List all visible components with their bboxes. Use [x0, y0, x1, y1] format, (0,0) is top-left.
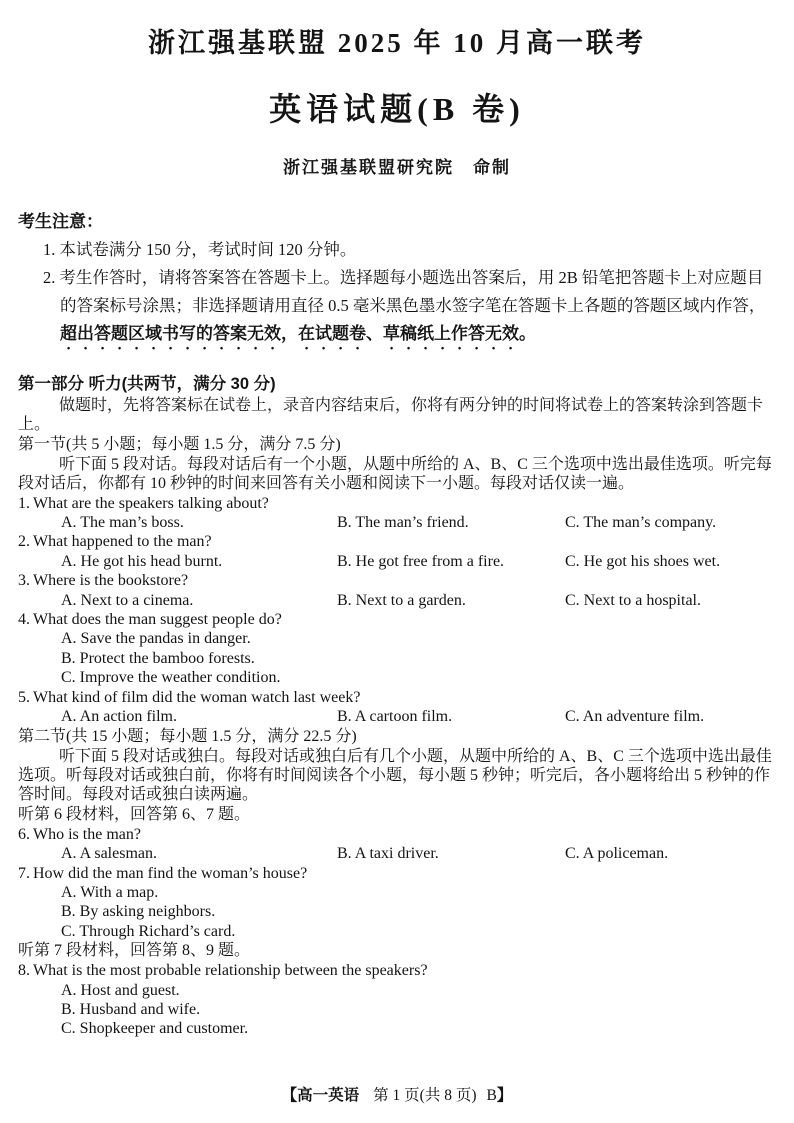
section1-heading: 第一节(共 5 小题；每小题 1.5 分，满分 7.5 分): [18, 435, 341, 453]
footer-subject: 【高一英语: [281, 1087, 360, 1104]
notice-heading: 考生注意：: [18, 212, 103, 231]
option-a: A. With a map.: [61, 883, 159, 901]
option-c: C. Improve the weather condition.: [61, 669, 281, 687]
notice-item-number: 2.: [43, 268, 56, 287]
option-c: C. The man’s company.: [565, 514, 717, 532]
question-text: Where is the bookstore?: [33, 572, 189, 590]
question-number: 5.: [18, 688, 30, 706]
question-text: What kind of film did the woman watch last week?: [33, 688, 361, 706]
question-options: [61, 707, 776, 726]
footer-page-info: 第 1 页(共 8 页): [373, 1087, 477, 1104]
question-text: How did the man find the woman’s house?: [33, 864, 308, 882]
option-a: A. A salesman.: [61, 845, 157, 863]
notice-emphasis-text: 超出答题区域书写的答案无效，在试题卷、草稿纸上作答无效。: [60, 324, 536, 343]
question-number: 7.: [18, 864, 30, 882]
question-number: 8.: [18, 962, 30, 980]
question-3: [18, 571, 776, 610]
option-c: C. An adventure film.: [565, 708, 705, 726]
option-a: A. The man’s boss.: [61, 514, 184, 532]
question-2: [18, 532, 776, 571]
question-number: 4.: [18, 611, 30, 629]
page-footer: [0, 1087, 794, 1105]
option-c: C. Through Richard’s card.: [61, 922, 236, 940]
option-b: B. Husband and wife.: [61, 1000, 201, 1018]
question-options: [61, 844, 776, 863]
question-stem: [18, 825, 776, 844]
exam-subtitle: 英语试题(B 卷): [269, 91, 525, 127]
option-b: B. A cartoon film.: [337, 708, 453, 726]
option-a: A. Host and guest.: [61, 981, 180, 999]
notice-item-text: 本试卷满分 150 分，考试时间 120 分钟。: [59, 240, 357, 259]
exam-title: 浙江强基联盟 2025 年 10 月高一联考: [148, 28, 646, 58]
option-c: C. He got his shoes wet.: [565, 552, 721, 570]
question-stem: [18, 961, 776, 980]
question-4: [18, 610, 776, 688]
option-a: A. Next to a cinema.: [61, 591, 194, 609]
question-options: [18, 629, 776, 687]
question-text: What happened to the man?: [33, 533, 212, 551]
notice-item-1: [18, 236, 776, 264]
option-b: B. Protect the bamboo forests.: [61, 649, 255, 667]
part1-intro: 做题时，先将答案标在试卷上，录音内容结束后，你将有两分钟的时间将试卷上的答案转涂到答题卡上。: [18, 397, 764, 434]
option-b: B. By asking neighbors.: [61, 903, 216, 921]
question-options: [18, 981, 776, 1039]
question-stem: [18, 610, 776, 629]
part1-heading: 第一部分 听力(共两节，满分 30 分): [18, 375, 276, 393]
listening-part: [18, 373, 776, 1039]
question-5: [18, 688, 776, 727]
option-b: B. He got free from a fire.: [337, 552, 505, 570]
candidate-notice: [18, 208, 776, 353]
question-number: 1.: [18, 494, 30, 512]
question-options: [61, 591, 776, 610]
question-stem: [18, 571, 776, 590]
section1-intro: 听下面 5 段对话。每段对话后有一个小题，从题中所给的 A、B、C 三个选项中选出最佳选项。听完每段对话后，你都有 10 秒钟的时间来回答有关小题和阅读下一小题。每段对话仅读一遍。: [18, 455, 772, 493]
question-7: [18, 864, 776, 942]
question-text: What is the most probable relationship between the speakers?: [33, 962, 428, 980]
option-a: A. Save the pandas in danger.: [61, 630, 251, 648]
question-number: 3.: [18, 572, 30, 590]
footer-paper-code: B: [486, 1087, 497, 1104]
question-stem: [18, 532, 776, 551]
question-number: 2.: [18, 533, 30, 551]
question-options: [61, 513, 776, 532]
option-c: C. Shopkeeper and customer.: [61, 1020, 249, 1038]
question-text: What does the man suggest people do?: [33, 611, 282, 629]
question-stem: [18, 864, 776, 883]
question-number: 6.: [18, 825, 30, 843]
option-b: B. The man’s friend.: [337, 514, 469, 532]
option-a: A. An action film.: [61, 708, 177, 726]
option-b: B. A taxi driver.: [337, 845, 439, 863]
section2-intro: 听下面 5 段对话或独白。每段对话或独白后有几个小题，从题中所给的 A、B、C 三个选项中选出最佳选项。听每段对话或独白前，你将有时间阅读各个小题，每小题 5 秒钟；听完后，各小题将给出 5 秒钟的作答时间。每段对话或独白读两遍。: [18, 747, 772, 804]
exam-issuer: 浙江强基联盟研究院 命制: [283, 158, 511, 177]
option-c: C. Next to a hospital.: [565, 591, 701, 609]
option-a: A. He got his head burnt.: [61, 552, 223, 570]
question-6: [18, 825, 776, 864]
notice-item-number: 1.: [43, 240, 56, 259]
question-text: Who is the man?: [33, 825, 141, 843]
question-stem: [18, 688, 776, 707]
question-options: [61, 552, 776, 571]
question-1: [18, 494, 776, 533]
option-c: C. A policeman.: [565, 845, 669, 863]
question-text: What are the speakers talking about?: [33, 494, 269, 512]
footer-close-bracket: 】: [496, 1087, 513, 1104]
option-b: B. Next to a garden.: [337, 591, 466, 609]
section2-heading: 第二节(共 15 小题；每小题 1.5 分，满分 22.5 分): [18, 727, 357, 745]
notice-item-text: 考生作答时，请将答案答在答题卡上。选择题每小题选出答案后，用 2B 铅笔把答题卡上对应题目的答案标号涂黑；非选择题请用直径 0.5 毫米黑色墨水签字笔在答题卡上各题的答题区域内作答，: [59, 268, 766, 315]
notice-item-2: [18, 264, 776, 353]
material-6-7-note: 听第 6 段材料，回答第 6、7 题。: [18, 805, 251, 823]
question-options: [18, 883, 776, 941]
material-8-9-note: 听第 7 段材料，回答第 8、9 题。: [18, 942, 251, 960]
question-stem: [18, 494, 776, 513]
question-8: [18, 961, 776, 1039]
